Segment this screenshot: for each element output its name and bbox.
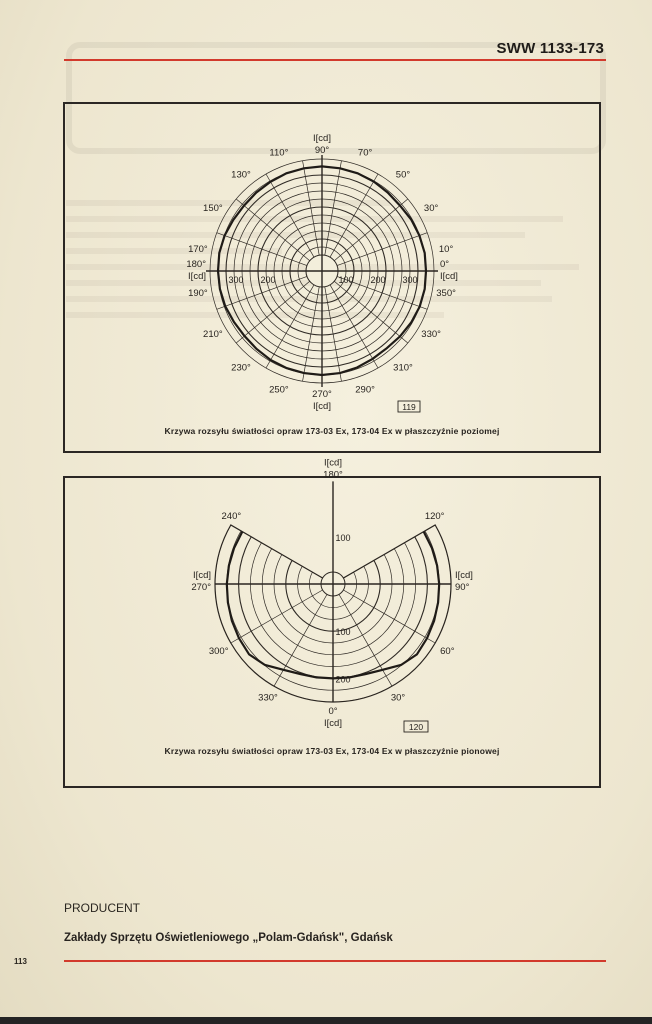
intensity-unit-label: I[cd] [193,570,211,581]
radial-label: 200 [335,674,351,685]
grid-spoke [334,281,408,343]
document-code: SWW 1133-173 [496,40,604,57]
angle-label: 170° [188,244,208,256]
figure-ref-number: 120 [408,722,424,732]
radial-label: 100 [335,627,351,638]
angle-label: 210° [203,329,223,340]
grid-spoke [217,233,307,266]
intensity-unit-label: I[cd] [188,271,206,282]
intensity-unit-label: I[cd] [440,271,458,282]
figure-caption: Krzywa rozsyłu światłości opraw 173-03 Ex, 173-04 Ex w płaszczyźnie pionowej [164,746,500,756]
angle-label-0: 0° [328,706,338,717]
angle-label-90: 90° [455,582,470,593]
grid-spoke [236,281,310,343]
angle-label: 240° [221,511,242,522]
scan-edge [0,1017,652,1024]
angle-label: 60° [440,646,455,657]
figure-horizontal-plane [63,102,601,453]
intensity-unit-label: I[cd] [455,570,473,581]
radial-label: 300 [228,275,244,285]
figure-vertical-plane [63,457,601,788]
angle-label-90: 90° [314,145,330,156]
footer-rule [64,960,606,962]
angle-label: 150° [203,203,223,214]
polar-chart-horizontal [65,104,599,424]
page-number: 113 [14,957,27,966]
intensity-unit-label: I[cd] [313,133,331,144]
grid-spoke [231,584,333,643]
angle-label: 300° [208,646,229,657]
angle-label-270: 270° [312,389,332,400]
angle-label: 50° [395,169,411,181]
angle-label: 30° [390,692,406,704]
angle-label-180: 180° [186,259,206,270]
angle-label: 190° [188,287,208,299]
angle-label: 30° [423,203,439,214]
angle-label: 250° [269,384,289,396]
angle-label-270: 270° [191,582,211,593]
angle-label: 310° [393,362,413,374]
angle-label: 10° [438,244,454,256]
grid-spoke [274,482,333,584]
angle-label: 330° [258,692,278,704]
polar-chart-vertical [65,457,599,743]
radial-label: 100 [335,532,351,543]
radial-label: 200 [260,275,276,285]
figure-caption: Krzywa rozsyłu światłości opraw 173-03 Ex, 173-04 Ex w płaszczyźnie poziomej [164,426,500,436]
angle-label-0: 0° [440,259,450,270]
angle-label: 70° [357,147,373,159]
producer-heading: PRODUCENT [64,901,141,915]
angle-label: 120° [424,511,445,522]
angle-label-180: 180° [323,469,343,481]
intensity-unit-label: I[cd] [324,457,342,469]
grid-spoke [337,233,427,266]
grid-spoke [334,199,408,261]
angle-label: 110° [269,147,289,159]
radial-label: 100 [338,275,354,285]
angle-label: 330° [421,329,441,340]
figure-ref-number: 119 [402,402,416,412]
angle-label: 350° [436,287,456,299]
header-rule [64,59,606,61]
angle-label: 230° [231,362,251,374]
intensity-unit-label: I[cd] [313,401,331,412]
radial-label: 300 [402,275,418,285]
radial-label: 200 [370,275,386,285]
angle-label: 130° [231,169,251,181]
angle-label: 290° [355,384,375,396]
intensity-unit-label: I[cd] [324,718,342,729]
grid-spoke [236,199,310,261]
grid-spoke [274,584,333,686]
producer-name: Zakłady Sprzętu Oświetleniowego „Polam-Gdańsk", Gdańsk [64,932,393,944]
